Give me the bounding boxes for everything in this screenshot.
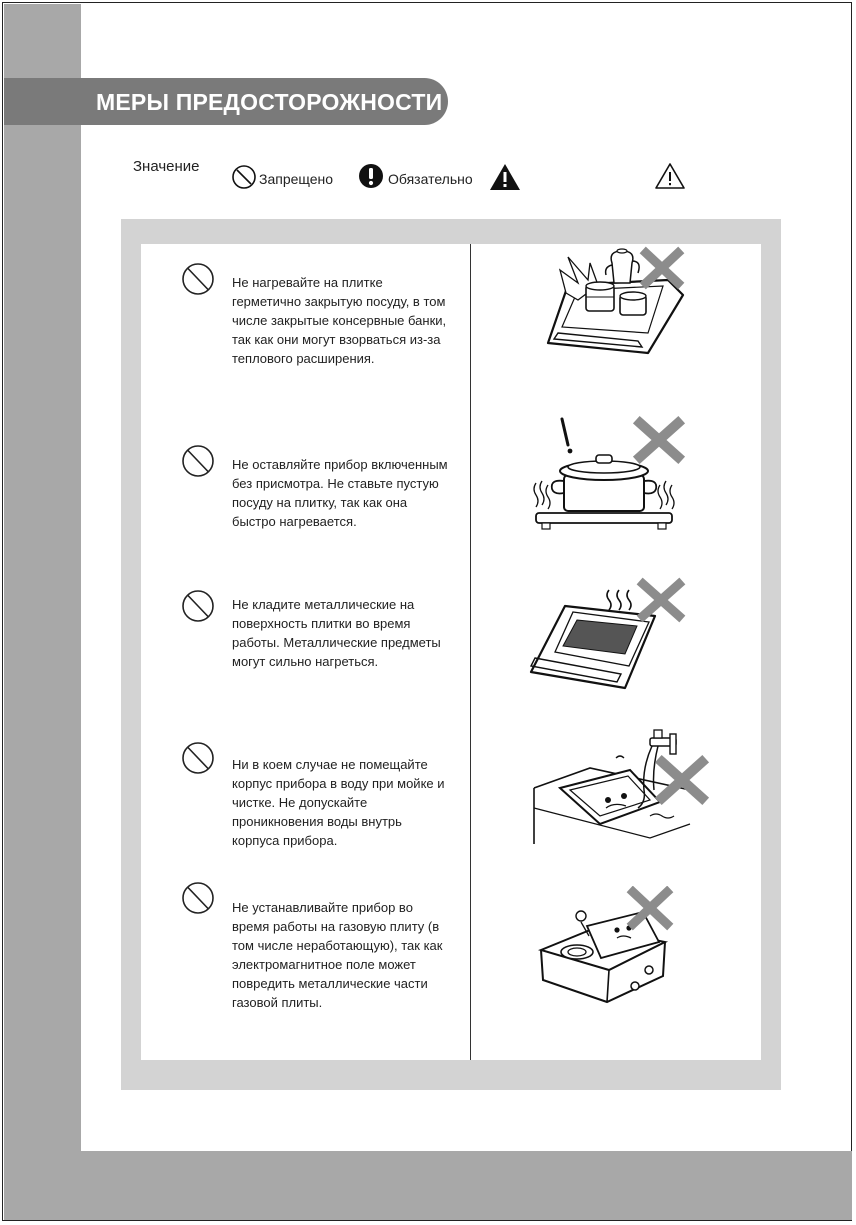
prohibited-icon: [181, 881, 215, 915]
warning-filled-icon: [489, 163, 521, 191]
mandatory-icon: [358, 163, 384, 189]
prohibited-icon: [181, 589, 215, 623]
prohibited-icon: [181, 444, 215, 478]
precaution-text-1: Не нагревайте на плитке герметично закрытую посуду, в том числе закрытые консервные банки, так как они могут взорваться из-за теплового расширения.: [232, 275, 447, 366]
bottom-margin-band: [4, 1151, 852, 1220]
cross-mark-icon: [646, 253, 678, 283]
cross-mark-icon: [662, 762, 702, 798]
prohibited-icon: [181, 262, 215, 296]
gas-stove-illustration: [535, 886, 685, 1006]
precaution-text-2: Не оставляйте прибор включенным без присмотра. Не ставьте пустую посуду на плитку, так как она быстро нагревается.: [232, 457, 448, 529]
precaution-text-4: Ни в коем случае не помещайте корпус прибора в воду при мойке и чистке. Не допускайте проникновения воды внутрь корпуса прибора.: [232, 757, 445, 848]
precaution-text-3: Не кладите металлические на поверхность плитки во время работы. Металлические предметы могут сильно нагреться.: [232, 597, 441, 669]
prohibited-icon: [181, 741, 215, 775]
prohibited-icon: [231, 164, 257, 190]
sealed-can-explosion-illustration: [538, 245, 688, 357]
page-title: МЕРЫ ПРЕДОСТОРОЖНОСТИ: [96, 89, 443, 115]
warning-outline-icon: [654, 162, 686, 190]
legend-mandatory-label: Обязательно: [388, 171, 473, 187]
unattended-pot-illustration: [528, 415, 688, 533]
legend-meaning-label: Значение: [133, 158, 200, 175]
cross-mark-icon: [633, 892, 667, 924]
symbol-legend: [0, 156, 856, 196]
cross-mark-icon: [643, 584, 679, 616]
hot-surface-metal-illustration: [525, 576, 690, 694]
legend-prohibited-label: Запрещено: [259, 171, 334, 187]
cross-mark-icon: [640, 423, 678, 457]
water-immersion-illustration: [530, 728, 715, 848]
column-divider: [470, 244, 471, 1060]
precaution-text-5: Не устанавливайте прибор во время работы на газовую плиту (в том числе неработающую), так как электромагнитное поле может повредить металлические части газовой плиты.: [232, 900, 443, 1010]
